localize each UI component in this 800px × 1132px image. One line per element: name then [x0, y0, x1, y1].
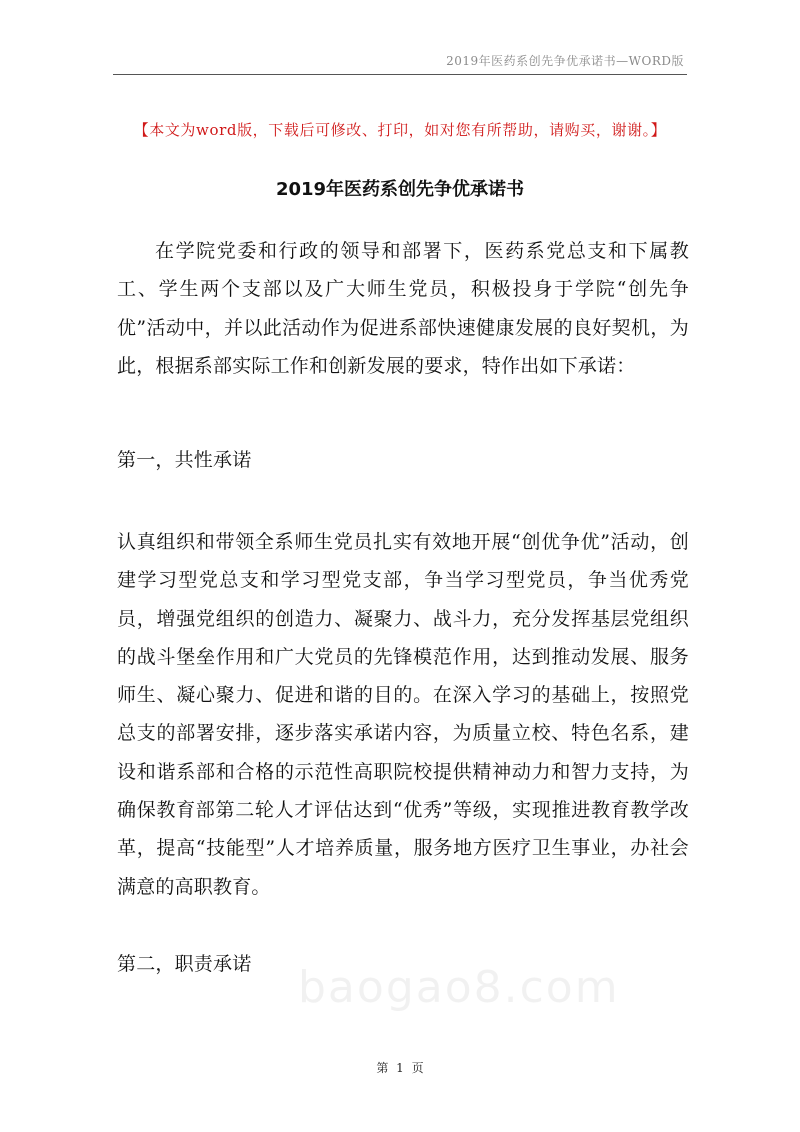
download-notice: 【本文为word版，下载后可修改、打印，如对您有所帮助，请购买，谢谢。】	[133, 121, 667, 139]
document-title: 2019年医药系创先争优承诺书	[275, 179, 525, 200]
section-paragraph-common-pledge: 认真组织和带领全系师生党员扎实有效地开展“创优争优”活动，创建学习型党总支和学习型党支部，争当学习型党员，争当优秀党员，增强党组织的创造力、凝聚力、战斗力，充分发挥基层党组织的战斗堡垒作用和广大党员的先锋模范作用，达到推动发展、服务师生、凝心聚力、促进和谐的目的。在深入学习的基础上，按照党总支的部署安排，逐步落实承诺内容，为质量立校、特色名系，建设和谐系部和合格的示范性高职院校提供精神动力和智力支持，为确保教育部第二轮人才评估达到“优秀”等级，实现推进教育教学改革，提高“技能型”人才培养质量，服务地方医疗卫生事业，办社会满意的高职教育。	[117, 531, 689, 898]
section-heading-common-pledge: 第一，共性承诺	[117, 449, 252, 471]
watermark: baogao8.com	[298, 962, 620, 1013]
header-divider	[113, 74, 687, 75]
running-header: 2019年医药系创先争优承诺书—WORD版	[446, 54, 684, 68]
intro-paragraph: 在学院党委和行政的领导和部署下，医药系党总支和下属教工、学生两个支部以及广大师生党员，积极投身于学院“创先争优”活动中，并以此活动作为促进系部快速健康发展的良好契机，为此，根据系部实际工作和创新发展的要求，特作出如下承诺：	[117, 240, 689, 377]
section-heading-duty-pledge: 第二，职责承诺	[117, 953, 252, 975]
page-number: 第 1 页	[376, 1061, 424, 1075]
